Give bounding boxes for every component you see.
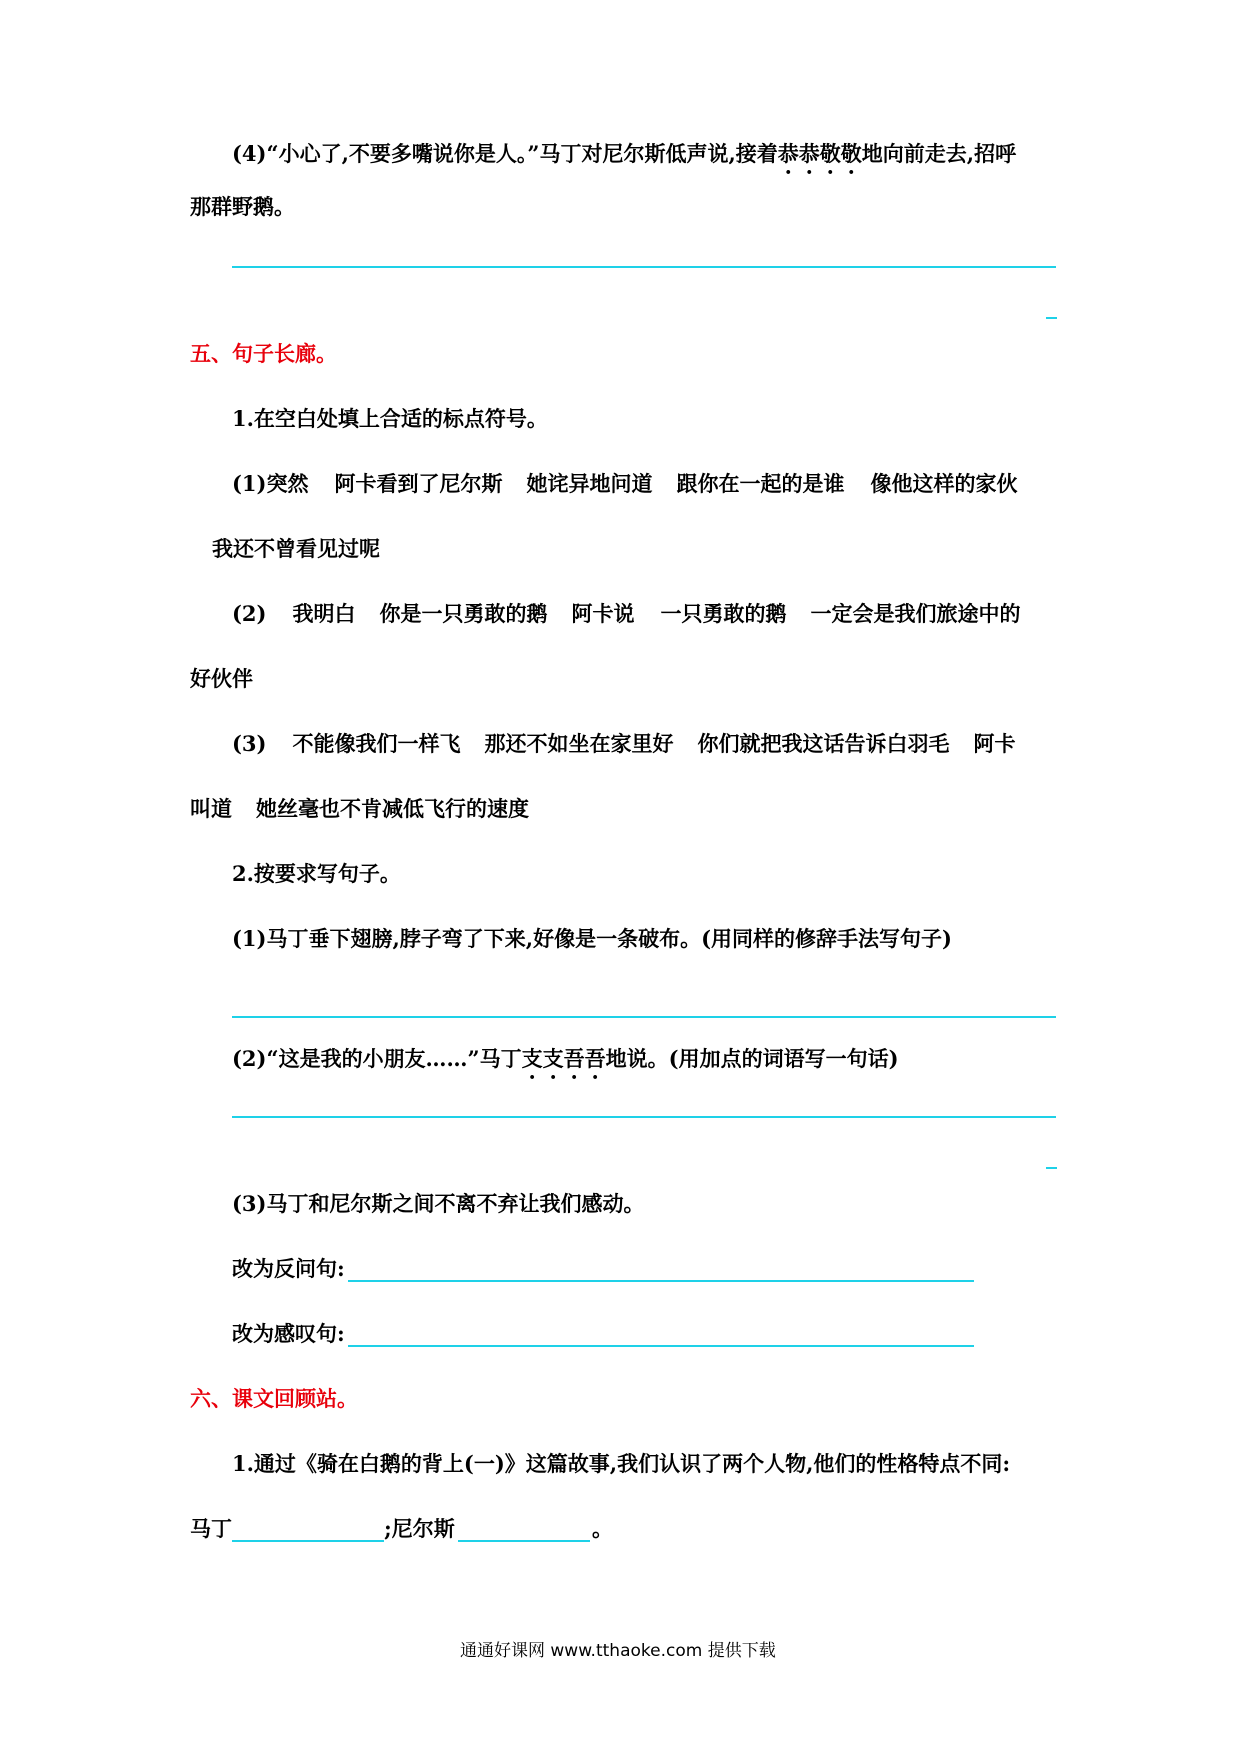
q4-line2: 那群野鹅。 xyxy=(190,194,295,219)
martin-label: 马丁 xyxy=(190,1516,232,1541)
q1-3-line1: (3) 不能像我们一样飞 那还不如坐在家里好 你们就把我这话告诉白羽毛 阿卡 xyxy=(232,731,1016,756)
q4-line1: (4)“小心了,不要多嘴说你是人。”马丁对尼尔斯低声说,接着恭恭敬敬地向前走去,招呼 xyxy=(232,141,1017,166)
rhetorical-answer-line[interactable] xyxy=(348,1280,974,1282)
martin-answer-line[interactable] xyxy=(232,1540,384,1542)
answer-line[interactable] xyxy=(232,266,1056,268)
q2-1: (1)马丁垂下翅膀,脖子弯了下来,好像是一条破布。(用同样的修辞手法写句子) xyxy=(232,926,952,951)
emphasis-words: 恭恭敬敬 xyxy=(777,141,862,166)
answer-line[interactable] xyxy=(232,1016,1056,1018)
footer-credit: 通通好课网 www.tthaoke.com 提供下载 xyxy=(460,1641,776,1661)
q1-2-line2: 好伙伴 xyxy=(190,666,253,691)
exclaim-label: 改为感叹句: xyxy=(232,1321,345,1346)
line-dash xyxy=(1046,317,1057,319)
s6-q1: 1.通过《骑在白鹅的背上(一)》这篇故事,我们认识了两个人物,他们的性格特点不同: xyxy=(232,1451,1011,1476)
q1-2-line1: (2) 我明白 你是一只勇敢的鹅 阿卡说 一只勇敢的鹅 一定会是我们旅途中的 xyxy=(232,601,1021,626)
q1-title: 1.在空白处填上合适的标点符号。 xyxy=(232,406,548,431)
section5-title: 五、句子长廊。 xyxy=(190,341,337,366)
q2-2: (2)“这是我的小朋友……”马丁支支吾吾地说。(用加点的词语写一句话) xyxy=(232,1046,899,1071)
rhetorical-label: 改为反问句: xyxy=(232,1256,345,1281)
q1-3-line2: 叫道 她丝毫也不肯减低飞行的速度 xyxy=(190,796,529,821)
q2-3: (3)马丁和尼尔斯之间不离不弃让我们感动。 xyxy=(232,1191,645,1216)
end-mark: 。 xyxy=(592,1516,613,1541)
nils-answer-line[interactable] xyxy=(458,1540,590,1542)
q1-1-line2: 我还不曾看见过呢 xyxy=(212,536,380,561)
q1-1-line1: (1)突然 阿卡看到了尼尔斯 她诧异地问道 跟你在一起的是谁 像他这样的家伙 xyxy=(232,471,1018,496)
emphasis-words: 支支吾吾 xyxy=(521,1046,606,1071)
line-dash xyxy=(1046,1167,1057,1169)
answer-line[interactable] xyxy=(232,1116,1056,1118)
nils-label: ;尼尔斯 xyxy=(384,1516,455,1541)
exclaim-answer-line[interactable] xyxy=(348,1345,974,1347)
q2-title: 2.按要求写句子。 xyxy=(232,861,401,886)
section6-title: 六、课文回顾站。 xyxy=(190,1386,358,1411)
